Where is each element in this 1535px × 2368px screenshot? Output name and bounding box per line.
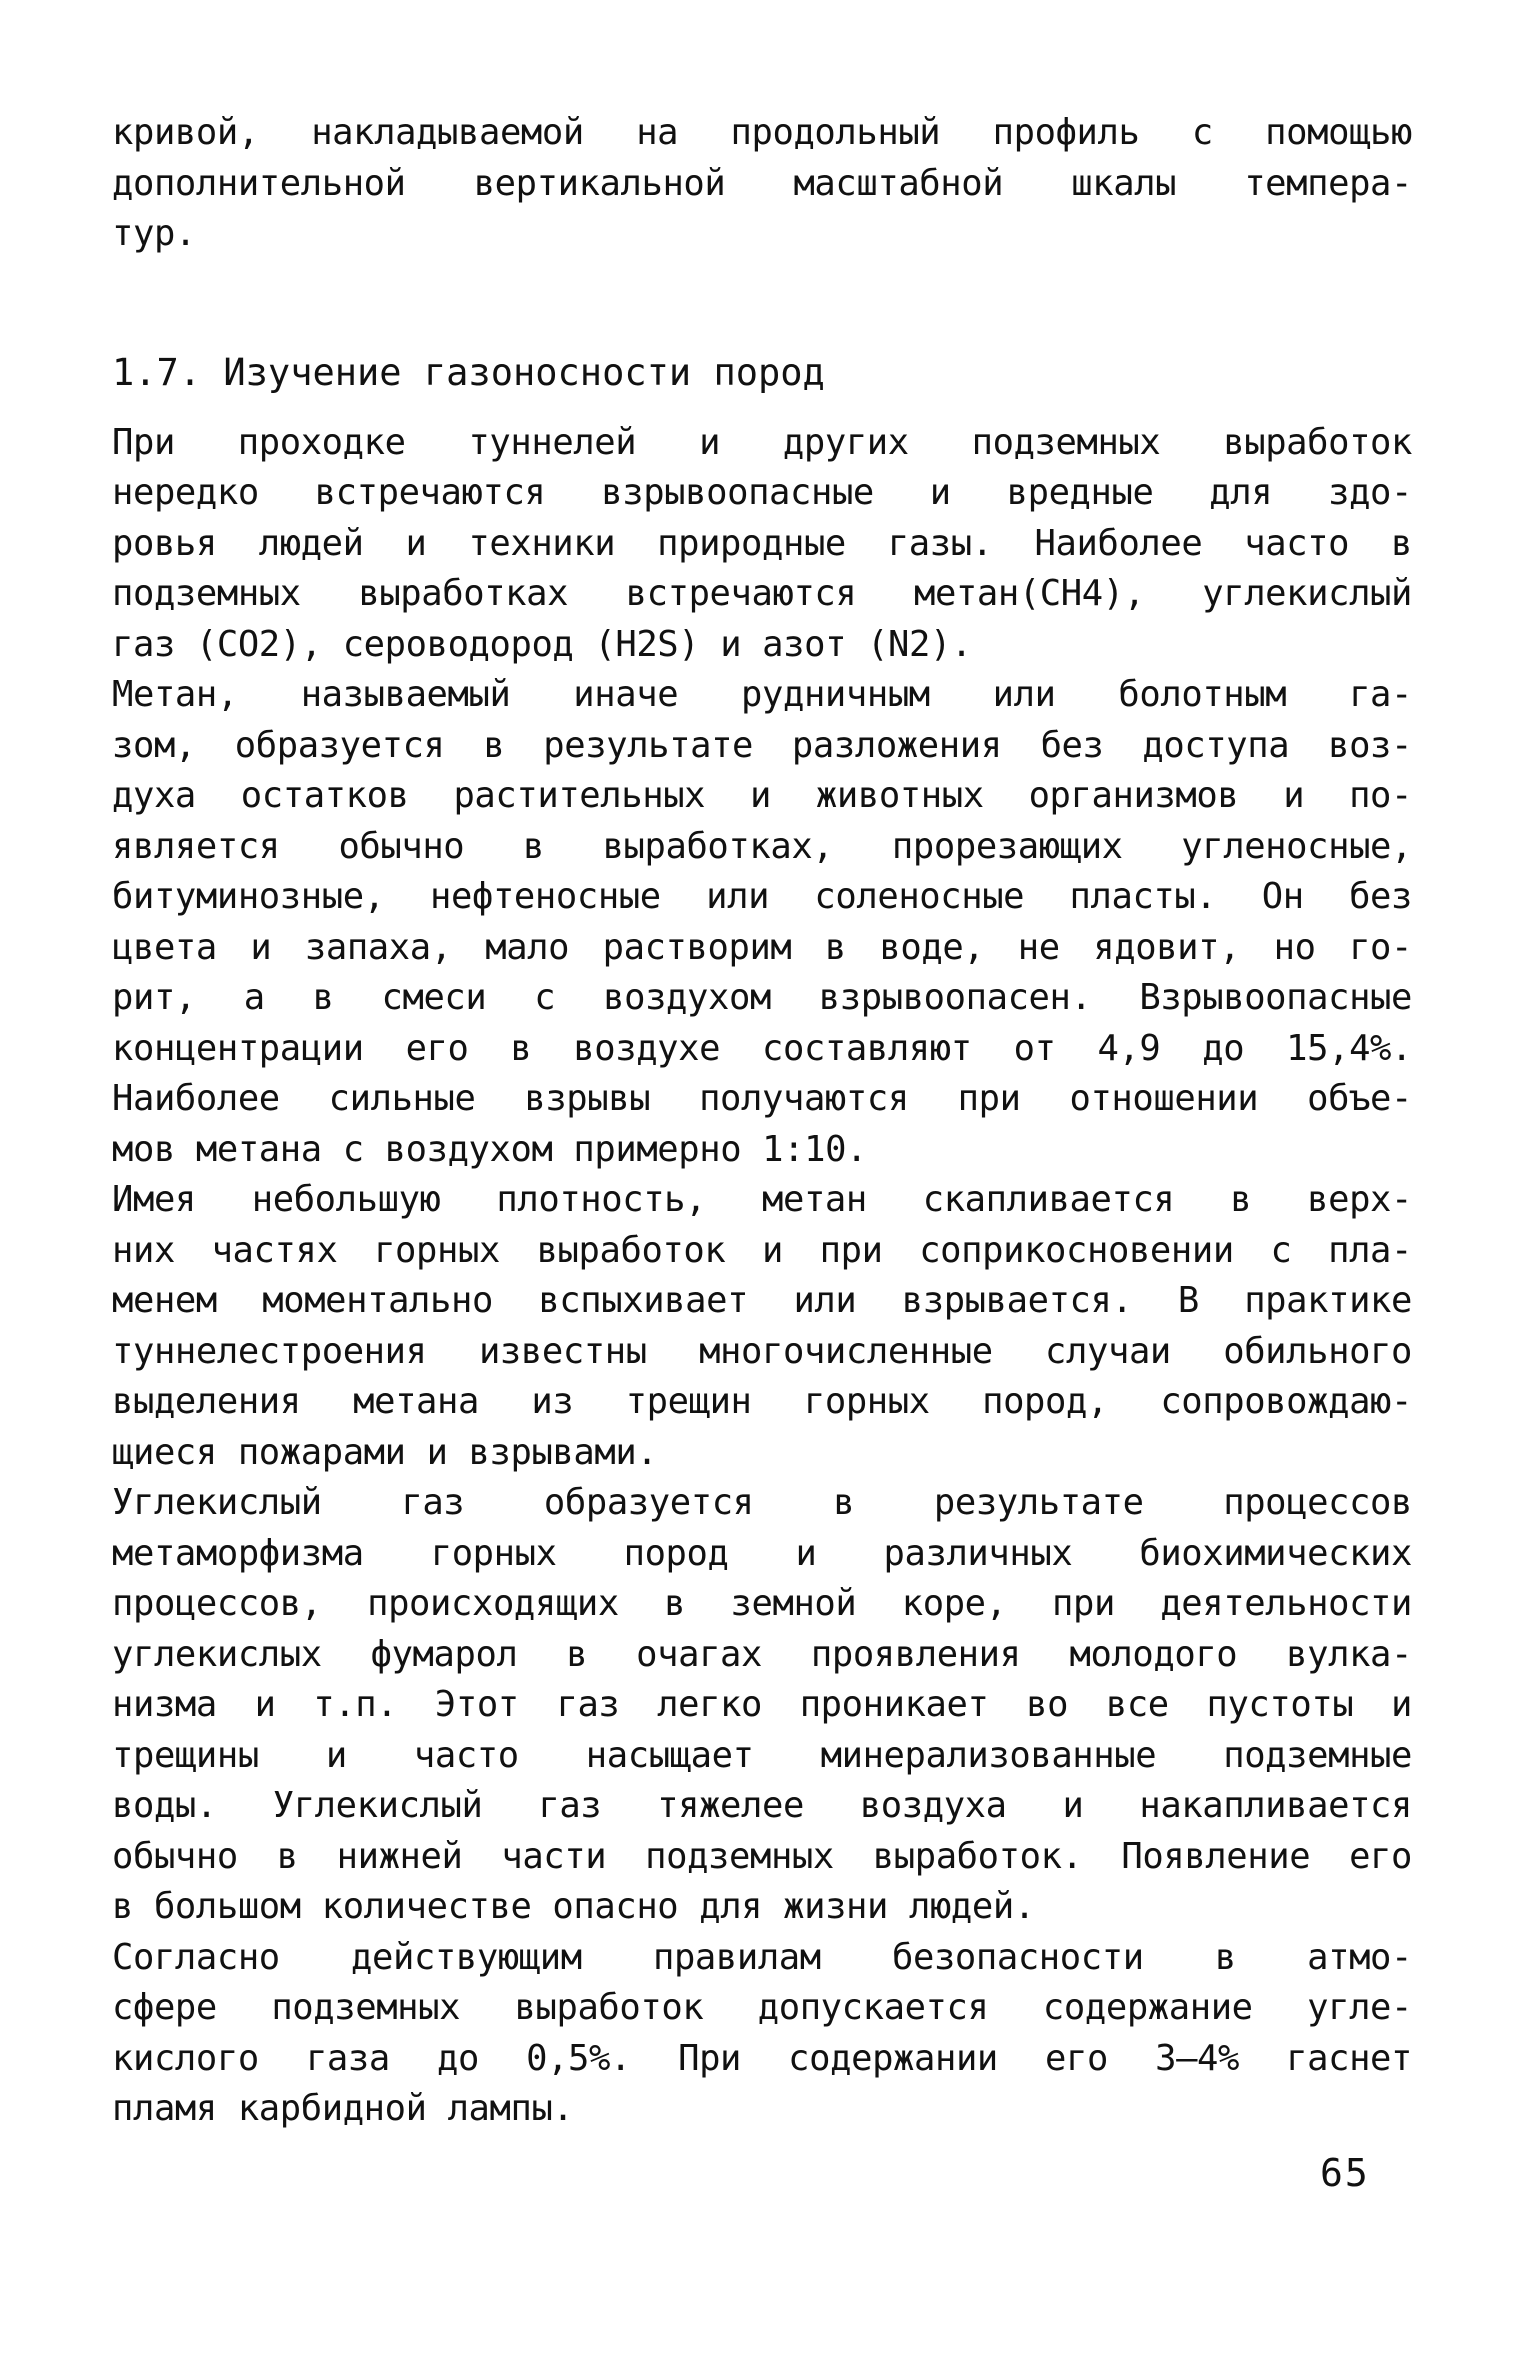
paragraph-methane [112,670,1412,1175]
text-line: газ (CO2), сероводород (H2S) и азот (N2). [112,623,972,665]
text-line: низма и т.п. Этот газ легко проникает во все пустоты и [112,1684,1412,1725]
text-line: сфере подземных выработок допускается содержание угле- [112,1987,1412,2028]
text-line: При проходке туннелей и других подземных выработок [112,421,1412,463]
intro-paragraph [112,108,1412,260]
text-line: рит, а в смеси с воздухом взрывоопасен. Взрывоопасные [112,977,1412,1018]
page-body [112,108,1412,2135]
text-line: выделения метана из трещин горных пород, сопровождаю- [112,1381,1412,1422]
paragraph-carbon-dioxide [112,1478,1412,1933]
text-line: зом, образуется в результате разложения без доступа воз- [112,724,1412,766]
text-line: духа остатков растительных и животных организмов и по- [112,775,1412,816]
text-line: процессов, происходящих в земной коре, при деятельности [112,1583,1412,1624]
text-line: трещины и часто насыщает минерализованные подземные [112,1734,1412,1776]
text-line: является обычно в выработках, прорезающих угленосные, [112,825,1412,867]
text-line: цвета и запаха, мало растворим в воде, не ядовит, но го- [112,926,1412,968]
text-line: обычно в нижней части подземных выработок. Появление его [112,1835,1412,1877]
text-line: битуминозные, нефтеносные или соленосные пласты. Он без [112,876,1412,917]
text-line: воды. Углекислый газ тяжелее воздуха и накапливается [112,1785,1412,1826]
text-line: кривой, накладываемой на продольный профиль с помощью [112,112,1412,153]
text-line: Согласно действующим правилам безопасности в атмо- [112,1936,1412,1978]
text-line: них частях горных выработок и при соприкосновении с пла- [112,1229,1412,1271]
text-line: менем моментально вспыхивает или взрывается. В практике [112,1280,1412,1321]
text-line: ровья людей и техники природные газы. Наиболее часто в [112,522,1412,564]
text-line: мов метана с воздухом примерно 1:10. [112,1128,868,1170]
text-line: Имея небольшую плотность, метан скапливается в верх- [112,1179,1412,1220]
text-line: щиеся пожарами и взрывами. [112,1431,658,1473]
text-line: Наиболее сильные взрывы получаются при отношении объе- [112,1078,1412,1119]
text-line: дополнительной вертикальной масштабной шкалы темпера- [112,162,1412,204]
text-line: тур. [112,213,196,254]
page-number: 65 [1320,2151,1370,2195]
paragraph-gases [112,418,1412,671]
text-line: концентрации его в воздухе составляют от 4,9 до 15,4%. [112,1027,1412,1069]
text-line: туннелестроения известны многочисленные случаи обильного [112,1330,1412,1372]
text-line: пламя карбидной лампы. [112,2088,574,2129]
text-line: кислого газа до 0,5%. При содержании его 3–4% гаснет [112,2037,1412,2079]
paragraph-methane-density [112,1175,1412,1478]
section-heading: 1.7. Изучение газоносности пород [112,350,825,394]
text-line: нередко встречаются взрывоопасные и вредные для здо- [112,472,1412,513]
text-line: подземных выработках встречаются метан(CH4), углекислый [112,573,1412,614]
text-line: Метан, называемый иначе рудничным или болотным га- [112,674,1412,715]
text-line: Углекислый газ образуется в результате процессов [112,1482,1412,1523]
text-line: метаморфизма горных пород и различных биохимических [112,1532,1412,1574]
paragraph-safety-rules [112,1933,1412,2135]
text-line: в большом количестве опасно для жизни людей. [112,1886,1035,1927]
text-line: углекислых фумарол в очагах проявления молодого вулка- [112,1633,1412,1675]
